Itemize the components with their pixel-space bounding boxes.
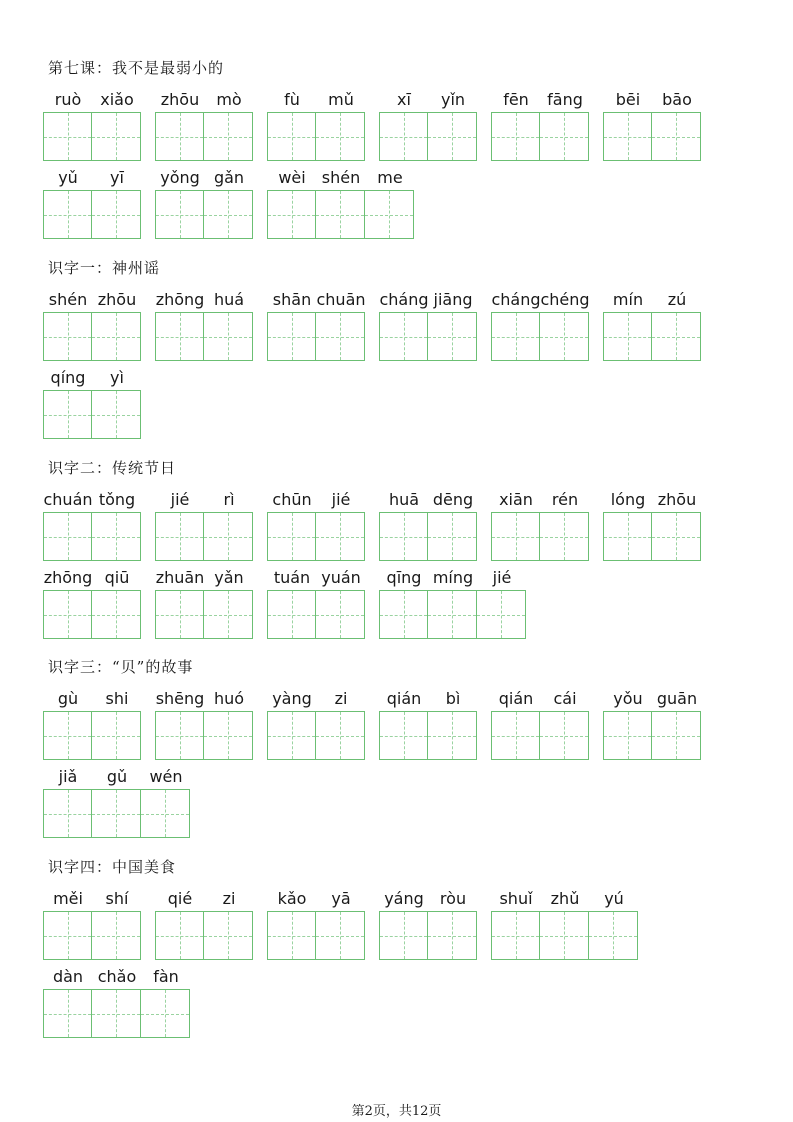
writing-grid-cell[interactable] <box>316 512 365 561</box>
pinyin-label: zhōng <box>155 290 205 309</box>
writing-grid-cell[interactable] <box>316 112 365 161</box>
writing-grid-cell[interactable] <box>603 112 652 161</box>
pinyin-label: qié <box>167 889 193 908</box>
pinyin-label: bāo <box>662 90 692 109</box>
writing-grid-cell[interactable] <box>540 112 589 161</box>
writing-grid-cell[interactable] <box>603 312 652 361</box>
pinyin-label: me <box>377 168 403 187</box>
pinyin-label: gǔ <box>106 767 128 786</box>
writing-grid-cell[interactable] <box>92 390 141 439</box>
pinyin-label: shēng <box>155 689 205 708</box>
writing-grid-cell[interactable] <box>204 590 253 639</box>
pinyin-label: chūn <box>272 490 312 509</box>
pinyin-label: yàng <box>272 689 312 708</box>
writing-grid-cell[interactable] <box>589 911 638 960</box>
writing-grid-cell[interactable] <box>43 190 92 239</box>
pinyin-label: yǎn <box>214 568 244 587</box>
writing-grid-cell[interactable] <box>43 789 92 838</box>
pinyin-label: zi <box>222 889 236 908</box>
pinyin-label: zú <box>667 290 687 309</box>
writing-grid-cell[interactable] <box>491 312 540 361</box>
writing-grid-cell[interactable] <box>155 312 204 361</box>
writing-grid-cell[interactable] <box>92 711 141 760</box>
pinyin-label: jié <box>331 490 351 509</box>
writing-grid-cell[interactable] <box>540 512 589 561</box>
pinyin-label: huā <box>388 490 420 509</box>
writing-grid-cell[interactable] <box>267 911 316 960</box>
pinyin-label: jiǎ <box>58 767 78 786</box>
pinyin-label: yī <box>110 168 124 187</box>
writing-grid-cell[interactable] <box>428 711 477 760</box>
writing-grid-cell[interactable] <box>204 312 253 361</box>
pinyin-label: shén <box>321 168 361 187</box>
pinyin-label: shén <box>48 290 88 309</box>
writing-grid-cell[interactable] <box>491 911 540 960</box>
section-heading: 识字一：神州谣 <box>48 259 161 277</box>
writing-grid-cell[interactable] <box>477 590 526 639</box>
writing-grid-cell[interactable] <box>652 512 701 561</box>
pinyin-label: tǒng <box>98 490 136 509</box>
pinyin-label: cháng <box>491 290 541 309</box>
pinyin-label: zhōu <box>657 490 697 509</box>
section-heading: 识字三：“贝”的故事 <box>48 658 194 676</box>
pinyin-label: qíng <box>50 368 86 387</box>
pinyin-label: yǒng <box>160 168 200 187</box>
writing-grid-cell[interactable] <box>603 512 652 561</box>
pinyin-label: kǎo <box>277 889 307 908</box>
writing-grid-cell[interactable] <box>155 711 204 760</box>
writing-grid-cell[interactable] <box>316 190 365 239</box>
pinyin-label: yáng <box>384 889 424 908</box>
pinyin-label: cháng <box>379 290 429 309</box>
pinyin-label: bì <box>445 689 461 708</box>
pinyin-label: chuān <box>316 290 366 309</box>
writing-grid-cell[interactable] <box>43 512 92 561</box>
pinyin-label: gǎn <box>213 168 245 187</box>
writing-grid-cell[interactable] <box>652 112 701 161</box>
pinyin-label: mò <box>216 90 242 109</box>
section-heading: 识字四：中国美食 <box>48 858 177 876</box>
writing-grid-cell[interactable] <box>428 512 477 561</box>
pinyin-label: chǎo <box>97 967 137 986</box>
writing-grid-cell[interactable] <box>92 590 141 639</box>
pinyin-label: zhǔ <box>550 889 580 908</box>
pinyin-label: xī <box>397 90 411 109</box>
pinyin-label: shuǐ <box>499 889 533 908</box>
writing-grid-cell[interactable] <box>92 911 141 960</box>
writing-grid-cell[interactable] <box>204 911 253 960</box>
writing-grid-cell[interactable] <box>267 312 316 361</box>
writing-grid-cell[interactable] <box>155 911 204 960</box>
pinyin-label: mín <box>612 290 644 309</box>
writing-grid-cell[interactable] <box>316 312 365 361</box>
pinyin-label: rén <box>551 490 579 509</box>
writing-grid-cell[interactable] <box>603 711 652 760</box>
pinyin-label: ruò <box>54 90 82 109</box>
pinyin-label: chéng <box>540 290 590 309</box>
writing-grid-cell[interactable] <box>316 911 365 960</box>
pinyin-label: zi <box>334 689 348 708</box>
pinyin-label: rì <box>223 490 235 509</box>
pinyin-label: yì <box>110 368 124 387</box>
pinyin-label: fàn <box>153 967 179 986</box>
pinyin-label: qián <box>498 689 534 708</box>
writing-grid-cell[interactable] <box>379 112 428 161</box>
pinyin-label: shān <box>272 290 312 309</box>
pinyin-label: qián <box>386 689 422 708</box>
pinyin-label: shi <box>105 689 129 708</box>
writing-grid-cell[interactable] <box>43 711 92 760</box>
writing-grid-cell[interactable] <box>92 312 141 361</box>
pinyin-label: dēng <box>432 490 474 509</box>
writing-grid-cell[interactable] <box>365 190 414 239</box>
page-footer: 第2页，共12页 <box>351 1104 442 1119</box>
writing-grid-cell[interactable] <box>652 312 701 361</box>
pinyin-label: wén <box>149 767 183 786</box>
writing-grid-cell[interactable] <box>204 512 253 561</box>
pinyin-label: jié <box>492 568 512 587</box>
pinyin-label: mǔ <box>328 90 354 109</box>
pinyin-label: jié <box>170 490 190 509</box>
writing-grid-cell[interactable] <box>267 711 316 760</box>
pinyin-label: yú <box>604 889 624 908</box>
writing-grid-cell[interactable] <box>43 911 92 960</box>
pinyin-label: yǒu <box>613 689 643 708</box>
writing-grid-cell[interactable] <box>540 711 589 760</box>
pinyin-label: wèi <box>278 168 306 187</box>
pinyin-label: yā <box>331 889 351 908</box>
pinyin-label: chuán <box>43 490 93 509</box>
writing-grid-cell[interactable] <box>428 911 477 960</box>
pinyin-label: guān <box>656 689 698 708</box>
pinyin-label: cái <box>553 689 577 708</box>
writing-grid-cell[interactable] <box>491 512 540 561</box>
section-heading: 第七课：我不是最弱小的 <box>48 59 225 77</box>
writing-grid-cell[interactable] <box>428 590 477 639</box>
writing-grid-cell[interactable] <box>204 112 253 161</box>
writing-grid-cell[interactable] <box>155 190 204 239</box>
writing-grid-cell[interactable] <box>540 312 589 361</box>
pinyin-label: yǐn <box>440 90 466 109</box>
pinyin-label: shí <box>105 889 129 908</box>
pinyin-label: xiān <box>499 490 533 509</box>
pinyin-label: zhuān <box>155 568 205 587</box>
pinyin-label: míng <box>432 568 474 587</box>
writing-grid-cell[interactable] <box>204 190 253 239</box>
pinyin-label: qiū <box>104 568 130 587</box>
writing-grid-cell[interactable] <box>92 512 141 561</box>
writing-grid-cell[interactable] <box>43 112 92 161</box>
pinyin-label: xiǎo <box>100 90 134 109</box>
pinyin-label: qīng <box>386 568 422 587</box>
pinyin-label: zhōng <box>43 568 93 587</box>
section-heading: 识字二：传统节日 <box>48 459 177 477</box>
writing-grid-cell[interactable] <box>43 390 92 439</box>
writing-grid-cell[interactable] <box>379 590 428 639</box>
writing-grid-cell[interactable] <box>92 989 141 1038</box>
pinyin-label: měi <box>53 889 83 908</box>
writing-grid-cell[interactable] <box>155 590 204 639</box>
writing-grid-cell[interactable] <box>491 711 540 760</box>
pinyin-label: yuán <box>321 568 361 587</box>
writing-grid-cell[interactable] <box>141 989 190 1038</box>
pinyin-label: fù <box>284 90 300 109</box>
pinyin-label: bēi <box>615 90 641 109</box>
pinyin-label: gù <box>57 689 79 708</box>
pinyin-label: tuán <box>273 568 311 587</box>
pinyin-label: dàn <box>52 967 84 986</box>
writing-grid-cell[interactable] <box>540 911 589 960</box>
writing-grid-cell[interactable] <box>316 590 365 639</box>
pinyin-label: huó <box>213 689 245 708</box>
writing-grid-cell[interactable] <box>379 711 428 760</box>
pinyin-label: fāng <box>547 90 583 109</box>
writing-grid-cell[interactable] <box>379 512 428 561</box>
writing-grid-cell[interactable] <box>92 789 141 838</box>
writing-grid-cell[interactable] <box>43 989 92 1038</box>
pinyin-label: jiāng <box>433 290 473 309</box>
writing-grid-cell[interactable] <box>267 512 316 561</box>
pinyin-label: zhōu <box>160 90 200 109</box>
writing-grid-cell[interactable] <box>267 190 316 239</box>
writing-grid-cell[interactable] <box>141 789 190 838</box>
pinyin-label: fēn <box>503 90 529 109</box>
writing-grid-cell[interactable] <box>379 312 428 361</box>
writing-grid-cell[interactable] <box>379 911 428 960</box>
writing-grid-cell[interactable] <box>155 112 204 161</box>
pinyin-label: lóng <box>610 490 646 509</box>
writing-grid-cell[interactable] <box>155 512 204 561</box>
writing-grid-cell[interactable] <box>652 711 701 760</box>
writing-grid-cell[interactable] <box>43 312 92 361</box>
writing-grid-cell[interactable] <box>428 312 477 361</box>
writing-grid-cell[interactable] <box>92 190 141 239</box>
writing-grid-cell[interactable] <box>204 711 253 760</box>
writing-grid-cell[interactable] <box>491 112 540 161</box>
writing-grid-cell[interactable] <box>428 112 477 161</box>
pinyin-label: yǔ <box>58 168 78 187</box>
pinyin-label: ròu <box>439 889 467 908</box>
writing-grid-cell[interactable] <box>316 711 365 760</box>
writing-grid-cell[interactable] <box>267 112 316 161</box>
writing-grid-cell[interactable] <box>267 590 316 639</box>
writing-grid-cell[interactable] <box>43 590 92 639</box>
pinyin-label: huá <box>213 290 245 309</box>
pinyin-label: zhōu <box>97 290 137 309</box>
writing-grid-cell[interactable] <box>92 112 141 161</box>
